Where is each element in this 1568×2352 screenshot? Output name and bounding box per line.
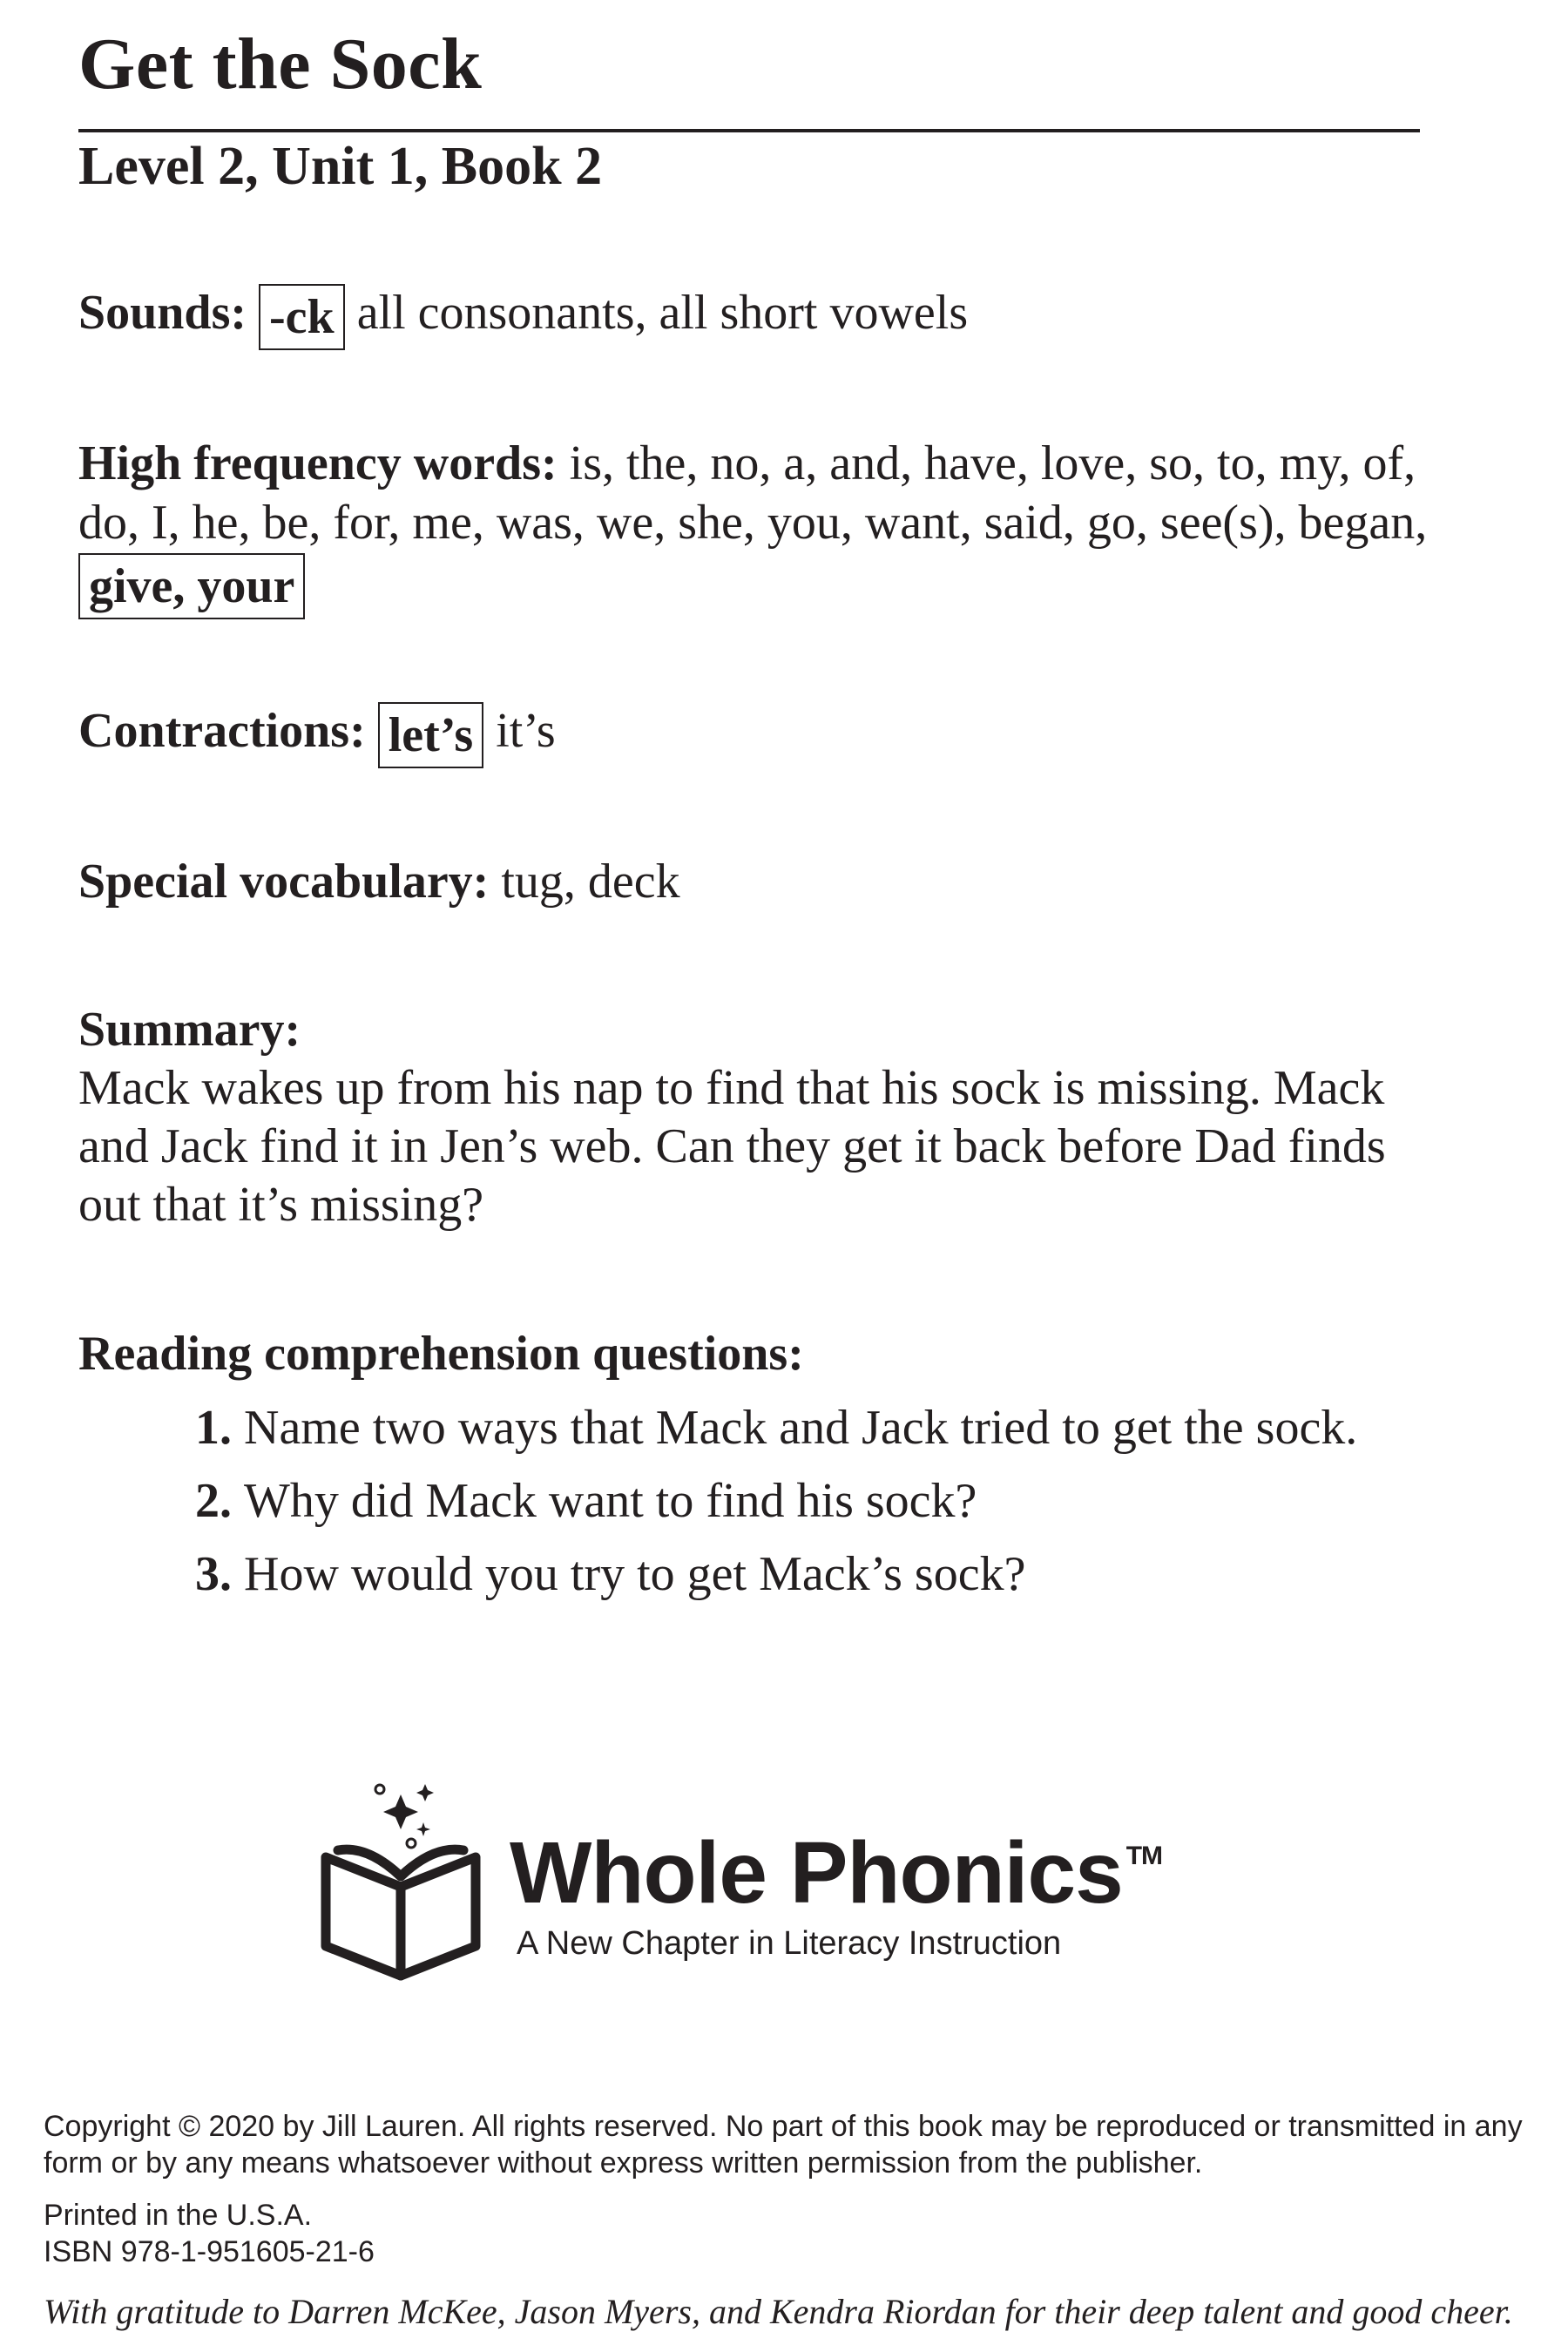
question-text: How would you try to get Mack’s sock? bbox=[244, 1547, 1026, 1601]
summary-label: Summary: bbox=[78, 1003, 301, 1057]
sounds-highlight: -ck bbox=[259, 284, 345, 350]
sounds-text: all consonants, all short vowels bbox=[344, 286, 969, 340]
logo-tagline: A New Chapter in Literacy Instruction bbox=[517, 1925, 1062, 1962]
question-item bbox=[78, 1399, 1437, 1456]
sounds-label: Sounds: bbox=[78, 286, 247, 340]
logo-name-text: Whole Phonics bbox=[510, 1824, 1123, 1922]
question-item bbox=[78, 1472, 1437, 1530]
page-subtitle: Level 2, Unit 1, Book 2 bbox=[78, 137, 603, 196]
comprehension-section bbox=[78, 1324, 1437, 1603]
isbn: ISBN 978-1-951605-21-6 bbox=[44, 2235, 375, 2268]
question-number: 3. bbox=[195, 1547, 232, 1601]
high-frequency-label: High frequency words: bbox=[78, 436, 558, 490]
page-title: Get the Sock bbox=[78, 24, 483, 105]
contractions-text: it’s bbox=[483, 704, 556, 758]
sounds-section bbox=[78, 283, 1437, 350]
printing-info bbox=[44, 2197, 1524, 2270]
contractions-section bbox=[78, 701, 1437, 768]
question-number: 1. bbox=[195, 1401, 232, 1455]
question-text: Name two ways that Mack and Jack tried to get the sock. bbox=[244, 1401, 1358, 1455]
title-divider bbox=[78, 129, 1420, 132]
copyright-notice: Copyright © 2020 by Jill Lauren. All rights reserved. No part of this book may be reproduced or transmitted in any form or by any means whatsoever without express written permission from the publisher. bbox=[44, 2110, 1523, 2180]
question-item bbox=[78, 1545, 1437, 1603]
comprehension-label: Reading comprehension questions: bbox=[78, 1327, 804, 1381]
printed-location: Printed in the U.S.A. bbox=[44, 2199, 313, 2232]
trademark-mark: TM bbox=[1125, 1841, 1163, 1870]
open-book-sparkles-icon bbox=[314, 1777, 488, 1986]
summary-text: Mack wakes up from his nap to find that his sock is missing. Mack and Jack find it in Jen’s web. Can they get it back before Dad finds out that it’s missing? bbox=[78, 1061, 1386, 1232]
question-number: 2. bbox=[195, 1474, 232, 1528]
whole-phonics-logo bbox=[314, 1777, 1185, 1986]
question-list bbox=[78, 1399, 1437, 1603]
contractions-label: Contractions: bbox=[78, 704, 366, 758]
high-frequency-section bbox=[78, 434, 1437, 619]
high-frequency-highlight: give, your bbox=[78, 553, 305, 619]
logo-name bbox=[510, 1824, 1163, 1922]
vocabulary-words: tug, deck bbox=[489, 855, 680, 909]
vocabulary-label: Special vocabulary: bbox=[78, 855, 490, 909]
question-text: Why did Mack want to find his sock? bbox=[244, 1474, 977, 1528]
high-frequency-words: is, the, no, a, and, have, love, so, to, my, of, do, I, he, be, for, me, was, we, she, you, want, said, go, see(s), began, bbox=[78, 436, 1428, 550]
acknowledgement: With gratitude to Darren McKee, Jason Myers, and Kendra Riordan for their deep talent and good cheer. bbox=[44, 2292, 1513, 2331]
contractions-highlight: let’s bbox=[378, 702, 483, 768]
vocabulary-section bbox=[78, 852, 1437, 911]
summary-section bbox=[78, 1000, 1437, 1234]
